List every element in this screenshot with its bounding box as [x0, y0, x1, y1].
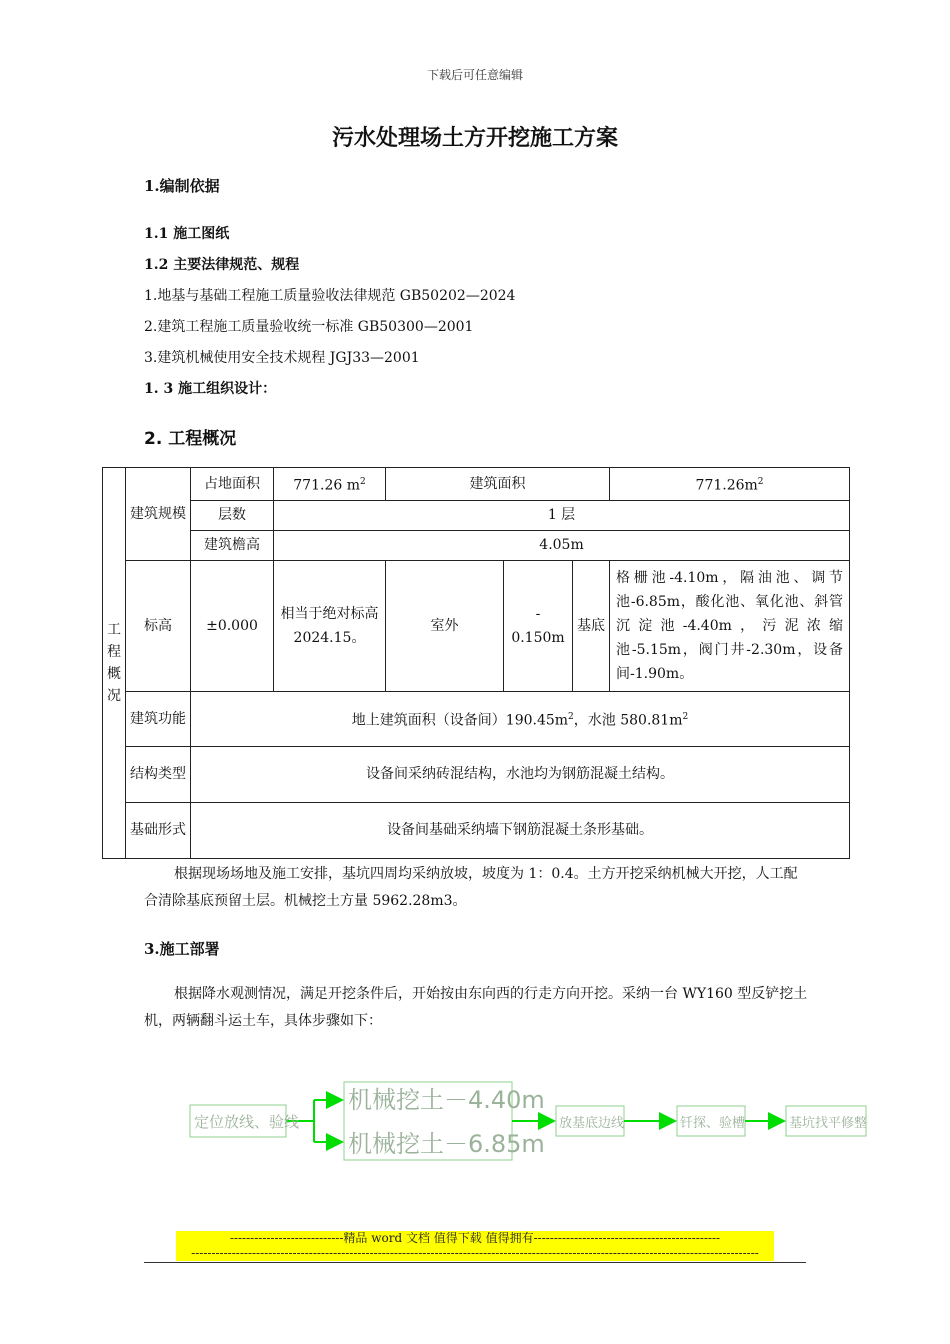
footer-rule	[144, 1262, 806, 1263]
flow-step-4: 钎探、验槽	[680, 1116, 746, 1131]
eave-height-value: 4.05m	[274, 530, 850, 560]
section-2-heading: 2. 工程概况	[144, 429, 237, 449]
footer-banner-bottom: --------------------------------------------------------------------------------------------------------------------------------------------	[176, 1246, 774, 1261]
excavation-flowchart	[180, 1072, 870, 1167]
section-1-2-heading: 1.2 主要法律规范、规程	[144, 257, 300, 273]
header-note: 下载后可任意编辑	[426, 68, 523, 82]
elevation-zero: ±0.000	[191, 560, 274, 691]
standard-item: 2.建筑工程施工质量验收统一标准 GB50300—2001	[144, 319, 474, 335]
structure-label: 结构类型	[126, 746, 191, 802]
overview-group-label: 工 程 概 况	[103, 468, 126, 859]
outdoor-label: 室外	[386, 560, 504, 691]
eave-height-label: 建筑檐高	[191, 530, 274, 560]
foundation-label: 基础形式	[126, 802, 191, 858]
flow-step-1: 定位放线、验线	[194, 1113, 300, 1131]
section-1-1-heading: 1.1 施工图纸	[144, 226, 230, 242]
function-label: 建筑功能	[126, 691, 191, 746]
document-title: 污水处理场土方开挖施工方案	[331, 125, 618, 151]
build-area-label: 建筑面积	[386, 468, 610, 501]
flow-step-3: 放基底边线	[559, 1116, 625, 1131]
overview-paragraph: 根据现场场地及施工安排，基坑四周均采纳放坡，坡度为 1：0.4。土方开挖采纳机械大开挖，人工配合清除基底预留土层。机械挖土方量 5962.28m3。	[144, 866, 798, 909]
floors-label: 层数	[191, 500, 274, 530]
flow-step-5: 基坑找平修整	[789, 1116, 868, 1131]
foundation-value: 设备间基础采纳墙下钢筋混凝土条形基础。	[191, 802, 850, 858]
structure-value: 设备间采纳砖混结构，水池均为钢筋混凝土结构。	[191, 746, 850, 802]
land-area-label: 占地面积	[191, 468, 274, 501]
project-overview-table	[102, 467, 850, 859]
section-3-heading: 3.施工部署	[144, 940, 220, 958]
flow-step-2a: 机械挖土－4.40m	[348, 1086, 545, 1114]
standard-item: 3.建筑机械使用安全技术规程 JGJ33—2001	[144, 350, 420, 366]
outdoor-value: - 0.150m	[504, 560, 573, 691]
function-value: 地上建筑面积（设备间）$190.45m^2$，水池 $580.81m^2$	[191, 691, 850, 746]
deployment-paragraph: 根据降水观测情况，满足开挖条件后，开始按由东向西的行走方向开挖。采纳一台 WY160 型反铲挖土机，两辆翻斗运土车，具体步骤如下：	[144, 986, 808, 1029]
base-label: 基底	[573, 560, 610, 691]
build-area-value: $771.26m^2$	[610, 468, 850, 501]
section-1-3-heading: 1. 3 施工组织设计：	[144, 381, 277, 397]
elevation-label: 标高	[126, 560, 191, 691]
section-1-heading: 1.编制依据	[144, 177, 220, 195]
absolute-elevation: 相当于绝对标高 2024.15。	[274, 560, 386, 691]
footer-banner-top: ----------------------------精品 word 文档 值得下载 值得拥有----------------------------------------------	[176, 1231, 774, 1246]
flow-step-2b: 机械挖土－6.85m	[348, 1130, 545, 1158]
floors-value: 1 层	[274, 500, 850, 530]
land-area-value: 771.26 $m^2$	[274, 468, 386, 501]
base-elevations: 格栅池-4.10m，隔油池、调节池-6.85m，酸化池、氧化池、斜管沉淀池-4.40m，污泥浓缩池-5.15m，阀门井-2.30m，设备间-1.90m。	[610, 560, 850, 691]
standard-item: 1.地基与基础工程施工质量验收法律规范 GB50202—2024	[144, 288, 516, 304]
scale-label: 建筑规模	[126, 468, 191, 561]
